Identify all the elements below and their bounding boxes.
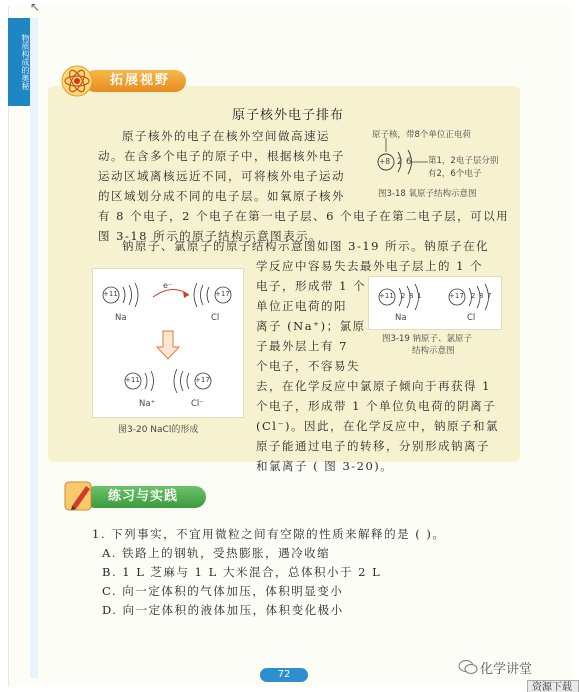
fig18-electrons-2: 6 [406, 157, 412, 167]
fig19-cl-e1: 2 [471, 292, 476, 300]
fig18-layers-label-2: 有2，6个电子 [428, 169, 482, 179]
option-a: A. 铁路上的钢轨，受热膨胀，遇冷收缩 [102, 546, 331, 560]
cursor-icon: ↖ [30, 0, 41, 14]
fig19-na-e1: 2 [401, 292, 406, 300]
fig20-cl-nucleus: +17 [215, 290, 230, 298]
fig20-cl-ion: Cl⁻ [191, 399, 204, 409]
text-line: 的区域划分成不同的电子层。如氧原子核外 [98, 189, 345, 203]
text-line: 单位正电荷的阳 [256, 299, 347, 313]
fig19-caption-2: 结构示意图 [412, 346, 455, 356]
text-line: 电子，形成带 1 个 [256, 279, 367, 293]
fig19-na-nucleus: +11 [379, 292, 394, 300]
practice-header-label: 练习与实践 [84, 486, 206, 508]
extension-header-label: 拓展视野 [84, 70, 186, 92]
fig19-na-name: Na [395, 313, 407, 323]
practice-header [62, 478, 212, 514]
pencil-icon [62, 478, 96, 514]
text-line: 去，在化学反应中氯原子倾向于再获得 1 [256, 379, 491, 393]
text-line: 和氯离子 ( 图 3-20)。 [256, 459, 394, 473]
fig18-nucleus-label: 原子核，带8个单位正电荷 [372, 130, 471, 140]
download-tag[interactable]: 资源下载 [527, 680, 579, 692]
fig20-na-ion-nucleus: +11 [125, 376, 140, 384]
fig20-na-ion: Na⁺ [139, 399, 156, 409]
text-line: 学反应中容易失去最外电子层上的 1 个 [256, 259, 484, 273]
figure-3-19-box [368, 276, 502, 330]
fig19-cl-nucleus: +17 [449, 292, 464, 300]
fig18-layers-label-1: 第1，2电子层分别 [428, 156, 499, 166]
question-1: 1. 下列事实，不宜用微粒之间有空隙的性质来解释的是 ( )。 [92, 527, 446, 541]
text-line: 原子能通过电子的转移，分别形成钠离子 [256, 439, 490, 453]
fig20-caption: 图3-20 NaCl的形成 [118, 425, 199, 435]
text-line: 动。在含多个电子的原子中，根据核外电子 [98, 149, 345, 163]
fig19-na-e2: 8 [409, 292, 414, 300]
text-line: 离子 (Na⁺)；氯原 [256, 319, 366, 333]
text-line: 子最外层上有 7 [256, 339, 348, 353]
atom-icon [60, 64, 94, 98]
watermark-text: 化学讲堂 [480, 662, 533, 677]
wechat-icon [458, 659, 478, 675]
chapter-side-tab: 物质构成的奥秘 [8, 18, 30, 106]
text-line: 图 3-18 所示的原子结构示意图表示。 [98, 229, 323, 243]
fig20-cl-name: Cl [211, 313, 220, 323]
paragraph-2-first: 钠原子、氯原子的原子结构示意图如图 3-19 所示。钠原子在化 [122, 239, 490, 253]
side-strip [30, 18, 38, 678]
extension-header [60, 64, 190, 98]
fig19-cl-e3: 7 [487, 292, 492, 300]
fig20-electron: e⁻ [163, 281, 173, 290]
text-line: 个电子，形成带 1 个单位负电荷的阴离子 [256, 399, 497, 413]
option-d: D. 向一定体积的液体加压，体积变化极小 [102, 603, 344, 617]
text-line: (Cl⁻)。因此，在化学反应中，钠原子和氯 [256, 419, 500, 433]
fig20-na-name: Na [115, 313, 127, 323]
fig18-nucleus: +8 [379, 157, 391, 166]
fig19-na-e3: 1 [417, 292, 422, 300]
paragraph-1 [98, 126, 366, 206]
text-line: 原子核外的电子在核外空间做高速运 [122, 129, 330, 143]
fig19-cl-e2: 8 [479, 292, 484, 300]
figure-3-20-box [92, 268, 244, 418]
fig19-caption-1: 图3-19 钠原子、氯原子 [382, 334, 472, 344]
fig18-caption: 图3-18 氧原子结构示意图 [378, 189, 477, 199]
text-line: 个电子，不容易失 [256, 359, 360, 373]
na-cl-atom-diagram [369, 277, 501, 329]
text-line: 有 8 个电子，2 个电子在第一电子层、6 个电子在第二电子层，可以用 [98, 209, 510, 223]
page-number: 72 [260, 668, 308, 682]
option-b: B. 1 L 芝麻与 1 L 大米混合，总体积小于 2 L [102, 565, 382, 579]
fig19-cl-name: Cl [467, 313, 476, 323]
fig20-cl-ion-nucleus: +17 [195, 376, 210, 384]
fig20-na-nucleus: +11 [103, 290, 118, 298]
extension-title: 原子核外电子排布 [232, 108, 345, 123]
text-line: 运动区域离核远近不同，可将核外电子运动 [98, 169, 345, 183]
option-c: C. 向一定体积的气体加压，体积明显变小 [102, 584, 344, 598]
fig18-electrons-1: 2 [397, 157, 403, 167]
